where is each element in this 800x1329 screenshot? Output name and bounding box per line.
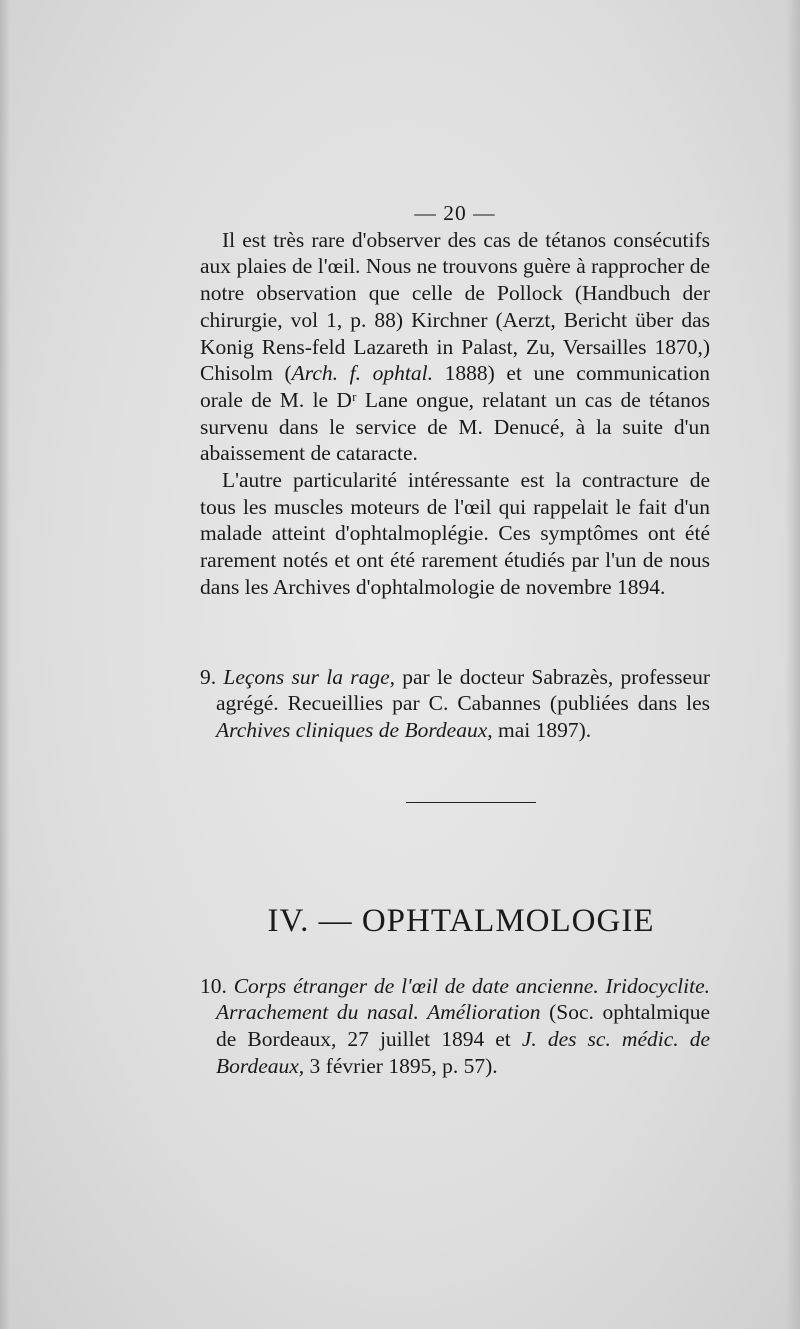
entry-10-number: 10.	[200, 973, 227, 998]
page-edge-shadow-right	[786, 0, 800, 1329]
paragraph-contracture: L'autre particularité intéressante est la contracture de tous les muscles moteurs de l'œil qui rappelait le fait d'un malade atteint d'ophtalmoplégie. Ces symptômes ont été rarement notés et ont été rarement étudiés par l'un de nous dans les Archives d'ophtalmologie de novembre 1894.	[200, 468, 710, 599]
bibliography-entry-9	[200, 664, 710, 744]
paragraph-tetanos-text: Il est très rare d'observer des cas de tétanos consécutifs aux plaies de l'œil. Nous ne trouvons guère à rapprocher de notre observation que celle de Pollock (Handbuch der chirurgie, vol 1, p. 88) Kirchner (Aerzt, Bericht über das Konig Rens-feld Lazareth in Palast, Zu, Versailles 1870,) Chisolm (	[200, 227, 710, 386]
entry-10-journal: J. des sc. médic. de Bordeaux,	[216, 1027, 710, 1078]
page-number: — 20 —	[414, 201, 496, 225]
entry-9-title: Leçons sur la rage,	[223, 664, 396, 689]
text-column	[200, 200, 710, 1079]
paragraph-tetanos-reference: Arch. f. ophtal.	[291, 361, 433, 386]
entry-10-date: 3 février 1895, p. 57).	[304, 1053, 498, 1078]
page-edge-shadow-left	[0, 0, 10, 1329]
entry-10-title: Corps étranger de l'œil de date ancienne. Iridocyclite. Arrachement du nasal. Amélioration	[216, 973, 710, 1025]
entry-10-text: (Soc. ophtalmique de Bordeaux, 27 juillet 1894 et	[216, 1000, 711, 1052]
paragraph-tetanos-text-end: 1888) et une communication orale de M. le Dʳ Lane ongue, relatant un cas de tétanos survenu dans le service de M. Denucé, à la suite d'un abaissement de cataracte.	[200, 361, 710, 466]
section-divider	[406, 802, 536, 803]
entry-9-text: par le docteur Sabrazès, professeur agrégé. Recueillies par C. Cabannes (publiées dans les	[216, 664, 711, 716]
entry-9-journal: Archives cliniques de Bordeaux,	[216, 717, 493, 742]
entry-9-number: 9.	[200, 664, 217, 689]
bibliography-entry-10	[200, 973, 710, 1080]
paragraph-tetanos	[200, 227, 710, 467]
section-heading: IV. — OPHTALMOLOGIE	[267, 902, 655, 939]
entry-9-date: mai 1897).	[492, 717, 592, 742]
